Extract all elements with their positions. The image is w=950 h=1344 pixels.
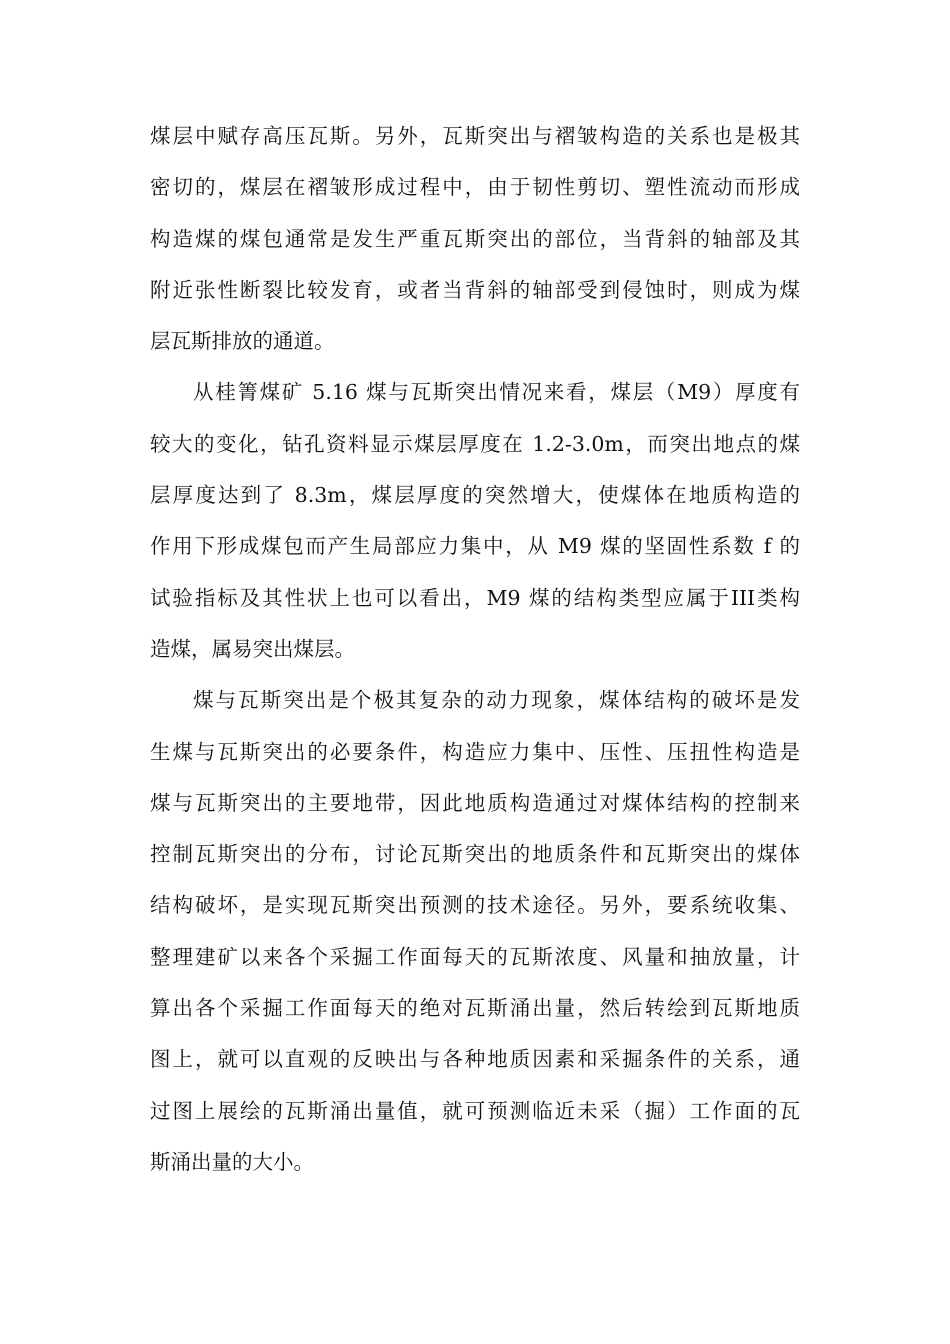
- text-line: 造煤，属易突出煤层。: [150, 636, 355, 661]
- text-line: 生煤与瓦斯突出的必要条件，构造应力集中、压性、压扭性构造是: [150, 739, 800, 764]
- text-line: 层瓦斯排放的通道。: [150, 329, 335, 354]
- text-line: 过图上展绘的瓦斯涌出量值，就可预测临近未采（掘）工作面的瓦: [150, 1098, 800, 1123]
- text-line: 算出各个采掘工作面每天的绝对瓦斯涌出量，然后转绘到瓦斯地质: [150, 996, 800, 1021]
- text-line: 控制瓦斯突出的分布，讨论瓦斯突出的地质条件和瓦斯突出的煤体: [150, 842, 800, 867]
- text-line: 作用下形成煤包而产生局部应力集中，从 M9 煤的坚固性系数 f 的: [150, 534, 800, 559]
- text-line: 构造煤的煤包通常是发生严重瓦斯突出的部位，当背斜的轴部及其: [150, 226, 800, 251]
- text-line: 整理建矿以来各个采掘工作面每天的瓦斯浓度、风量和抽放量，计: [150, 944, 800, 969]
- text-line: 层厚度达到了 8.3m，煤层厚度的突然增大，使煤体在地质构造的: [150, 483, 800, 508]
- text-line: 煤与瓦斯突出是个极其复杂的动力现象，煤体结构的破坏是发: [193, 688, 800, 713]
- text-line: 煤与瓦斯突出的主要地带，因此地质构造通过对煤体结构的控制来: [150, 790, 800, 815]
- text-line: 斯涌出量的大小。: [150, 1149, 314, 1174]
- text-line: 密切的，煤层在褶皱形成过程中，由于韧性剪切、塑性流动而形成: [150, 175, 800, 200]
- text-line: 煤层中赋存高压瓦斯。另外，瓦斯突出与褶皱构造的关系也是极其: [150, 124, 800, 148]
- text-line: 较大的变化，钻孔资料显示煤层厚度在 1.2-3.0m，而突出地点的煤: [150, 431, 800, 456]
- paragraph-guiqing-mine-outburst: [150, 367, 800, 675]
- text-line: 试验指标及其性状上也可以看出，M9 煤的结构类型应属于III类构: [150, 585, 800, 610]
- text-line: 图上，就可以直观的反映出与各种地质因素和采掘条件的关系，通: [150, 1047, 800, 1072]
- paragraph-anticline-structure: [150, 111, 800, 367]
- text-line: 结构破坏，是实现瓦斯突出预测的技术途径。另外，要系统收集、: [150, 893, 800, 918]
- text-line: 附近张性断裂比较发育，或者当背斜的轴部受到侵蚀时，则成为煤: [150, 277, 800, 302]
- paragraph-outburst-prediction: [150, 675, 800, 1188]
- text-line: 从桂箐煤矿 5.16 煤与瓦斯突出情况来看，煤层（M9）厚度有: [193, 380, 800, 405]
- document-page: [150, 111, 800, 1188]
